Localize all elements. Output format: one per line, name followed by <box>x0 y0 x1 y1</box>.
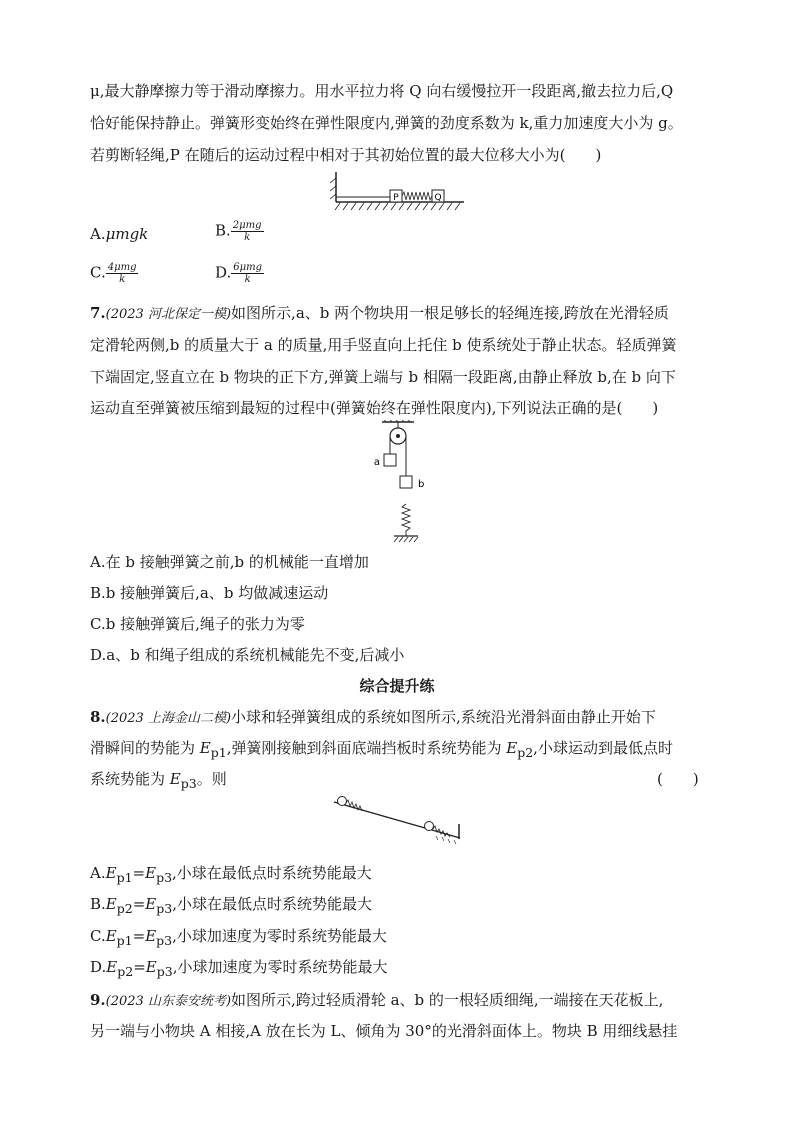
q7-option-d[interactable]: D.a、b 和绳子组成的系统机械能先不变,后减小 <box>90 646 405 664</box>
q8-option-d[interactable]: $D.E_{p2}=E_{p3}$,小球加速度为零时系统势能最大 <box>90 958 388 979</box>
fraction-numerator: 6μmg <box>233 262 263 273</box>
q6-option-c[interactable] <box>90 262 138 285</box>
q7-option-a[interactable]: A.在 b 接触弹簧之前,b 的机械能一直增加 <box>90 553 369 571</box>
q8-line-2: 滑瞬间的势能为 $E_{p1}$,弹簧刚接触到斜面底端挡板时系统势能为 $E_{p2}$,小球运动到最低点时 <box>90 739 673 760</box>
q8-text: 小球和轻弹簧组成的系统如图所示,系统沿光滑斜面由静止开始下 <box>231 708 656 726</box>
q8-line-3: 系统势能为 $E_{p3}$。则 <box>90 770 227 791</box>
q7-line-1 <box>90 303 710 325</box>
option-d-fraction <box>231 262 264 285</box>
question-number: 8. <box>90 708 106 726</box>
q6-line-1: μ,最大静摩擦力等于滑动摩擦力。用水平拉力将 Q 向右缓慢拉开一段距离,撤去拉力后,Q <box>90 82 674 100</box>
question-source: (2023 上海金山二模) <box>105 711 232 726</box>
q8-option-a[interactable]: $A.E_{p1}=E_{p3}$,小球在最低点时系统势能最大 <box>90 864 372 885</box>
q7-line-3: 下端固定,竖直立在 b 物块的正下方,弹簧上端与 b 相隔一段距离,由静止释放 b,在 b 向下 <box>90 368 676 386</box>
q6-line-3: 若剪断轻绳,P 在随后的运动过程中相对于其初始位置的最大位移大小为( ) <box>90 146 602 164</box>
question-number: 7. <box>90 304 106 322</box>
option-label: D. <box>215 263 232 282</box>
option-label: B. <box>215 221 231 240</box>
q8-incline-figure <box>332 796 467 848</box>
section-heading: 综合提升练 <box>359 677 435 695</box>
option-label: A. <box>90 225 106 243</box>
block-a-label: a <box>373 457 381 468</box>
block-q-label: Q <box>434 193 442 203</box>
option-a-text: μmgk <box>105 225 149 243</box>
q7-option-b[interactable]: B.b 接触弹簧后,a、b 均做减速运动 <box>90 584 329 602</box>
question-source: (2023 河北保定一模) <box>105 307 232 322</box>
option-label: C. <box>90 263 106 282</box>
q6-option-b[interactable] <box>215 220 264 243</box>
q8-answer-paren: ( ) <box>657 770 699 788</box>
fraction-numerator: 2μmg <box>232 220 262 231</box>
q7-pulley-figure <box>368 420 428 545</box>
fraction-denominator: k <box>119 274 126 285</box>
q6-option-d[interactable] <box>215 262 264 285</box>
q7-line-2: 定滑轮两侧,b 的质量大于 a 的质量,用手竖直向上托住 b 使系统处于静止状态。轻质弹簧 <box>90 336 677 354</box>
fraction-denominator: k <box>244 232 251 243</box>
q7-text: 如图所示,a、b 两个物块用一根足够长的轻绳连接,跨放在光滑轻质 <box>231 304 669 322</box>
option-b-fraction <box>231 220 264 243</box>
q8-line-1 <box>90 707 710 729</box>
block-b-label: b <box>418 479 425 490</box>
block-p-label: P <box>393 193 399 203</box>
question-source: (2023 山东泰安统考) <box>105 994 232 1009</box>
q6-line-2: 恰好能保持静止。弹簧形变始终在弹性限度内,弹簧的劲度系数为 k,重力加速度大小为 g。 <box>90 114 683 132</box>
q9-line-1 <box>90 990 710 1012</box>
q8-option-c[interactable]: $C.E_{p1}=E_{p3}$,小球加速度为零时系统势能最大 <box>90 927 387 948</box>
q9-line-2: 另一端与小物块 A 相接,A 放在长为 L、倾角为 30°的光滑斜面体上。物块 B 用细线悬挂 <box>90 1022 678 1040</box>
question-number: 9. <box>90 991 106 1009</box>
q7-option-c[interactable]: C.b 接触弹簧后,绳子的张力为零 <box>90 615 305 633</box>
q6-option-a[interactable] <box>90 224 148 244</box>
q8-option-b[interactable]: $B.E_{p2}=E_{p3}$,小球在最低点时系统势能最大 <box>90 895 372 916</box>
q7-line-4: 运动直至弹簧被压缩到最短的过程中(弹簧始终在弹性限度内),下列说法正确的是( ) <box>90 399 659 417</box>
q6-spring-block-figure <box>330 170 465 212</box>
fraction-denominator: k <box>244 274 251 285</box>
fraction-numerator: 4μmg <box>107 262 137 273</box>
option-c-fraction <box>106 262 139 285</box>
q9-text: 如图所示,跨过轻质滑轮 a、b 的一根轻质细绳,一端接在天花板上, <box>231 991 664 1009</box>
